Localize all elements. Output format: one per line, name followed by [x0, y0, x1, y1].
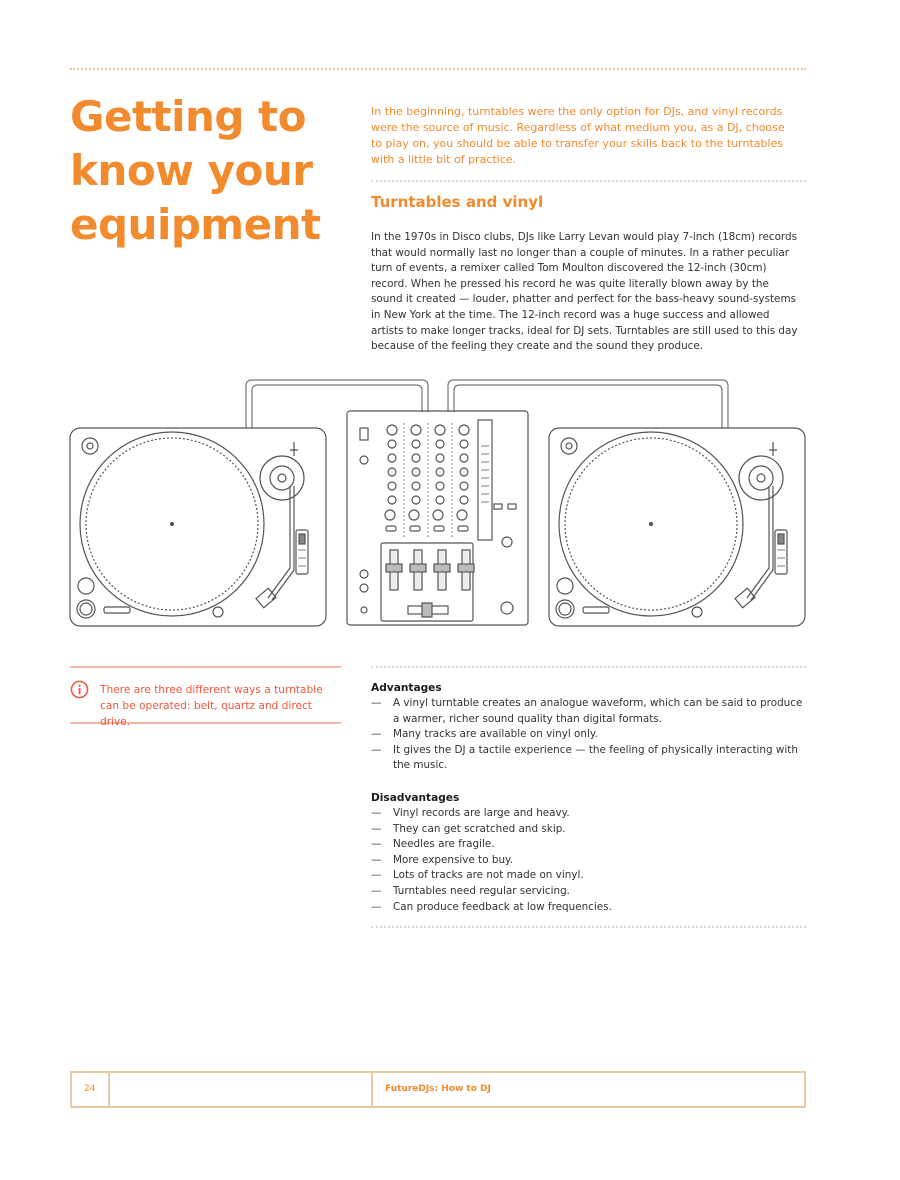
list-item: — Many tracks are available on vinyl only. [371, 727, 806, 743]
list-item: — Needles are fragile. [371, 837, 806, 853]
list-item: — More expensive to buy. [371, 853, 806, 869]
list-item: — A vinyl turntable creates an analogue waveform, which can be said to produce a warmer, richer sound quality than digital formats. [371, 696, 806, 727]
note-text: There are three different ways a turntable can be operated: belt, quartz and direct drive. [100, 684, 323, 728]
info-icon [70, 680, 89, 699]
section-body: In the 1970s in Disco clubs, DJs like Larry Levan would play 7-inch (18cm) records that would normally last no longer than a couple of minutes. In a rather peculiar turn of events, a remixer called Tom Moulton discovered the 12-inch (30cm) record. When he pressed his record he was quite literally blown away by the sound it created — louder, phatter and perfect for the bass-heavy sound-systems in New York at the time. The 12-inch record was a huge success and allowed artists to make longer tracks, ideal for DJ sets. Turntables are still used to this day because of the feeling they create and the sound they produce. [371, 231, 798, 353]
section-rule [371, 180, 806, 182]
footer-book-title: FutureDJs: How to DJ [385, 1084, 491, 1094]
bottom-rule [371, 926, 806, 928]
mixer [347, 411, 528, 625]
page-title: Getting to know your equipment [70, 92, 321, 249]
section-heading: Turntables and vinyl [371, 193, 544, 211]
list-item: — Lots of tracks are not made on vinyl. [371, 868, 806, 884]
list-item: — Turntables need regular servicing. [371, 884, 806, 900]
right-turntable [549, 428, 805, 626]
footer-divider [371, 1073, 373, 1106]
footer-divider [108, 1073, 110, 1106]
turntables-mixer-illustration [68, 378, 808, 630]
note-callout [70, 666, 341, 728]
disadvantages-list [371, 806, 806, 915]
disadvantages-section [371, 792, 806, 915]
disadvantages-heading: Disadvantages [371, 792, 460, 804]
left-turntable [70, 428, 326, 626]
advantages-section [371, 682, 806, 774]
advantages-heading: Advantages [371, 682, 442, 694]
page-footer [70, 1071, 806, 1108]
page-number: 24 [84, 1084, 96, 1094]
list-rule [371, 666, 806, 668]
list-item: — It gives the DJ a tactile experience — the feeling of physically interacting with the music. [371, 743, 806, 774]
intro-paragraph: In the beginning, turntables were the only option for DJs, and vinyl records were the source of music. Regardless of what medium you, as a DJ, choose to play on, you should be able to transfer your skills back to the turntables with a little bit of practice. [371, 105, 785, 166]
list-item: — They can get scratched and skip. [371, 822, 806, 838]
list-item: — Can produce feedback at low frequencies. [371, 900, 806, 916]
list-item: — Vinyl records are large and heavy. [371, 806, 806, 822]
advantages-list [371, 696, 806, 774]
top-rule [70, 68, 806, 70]
